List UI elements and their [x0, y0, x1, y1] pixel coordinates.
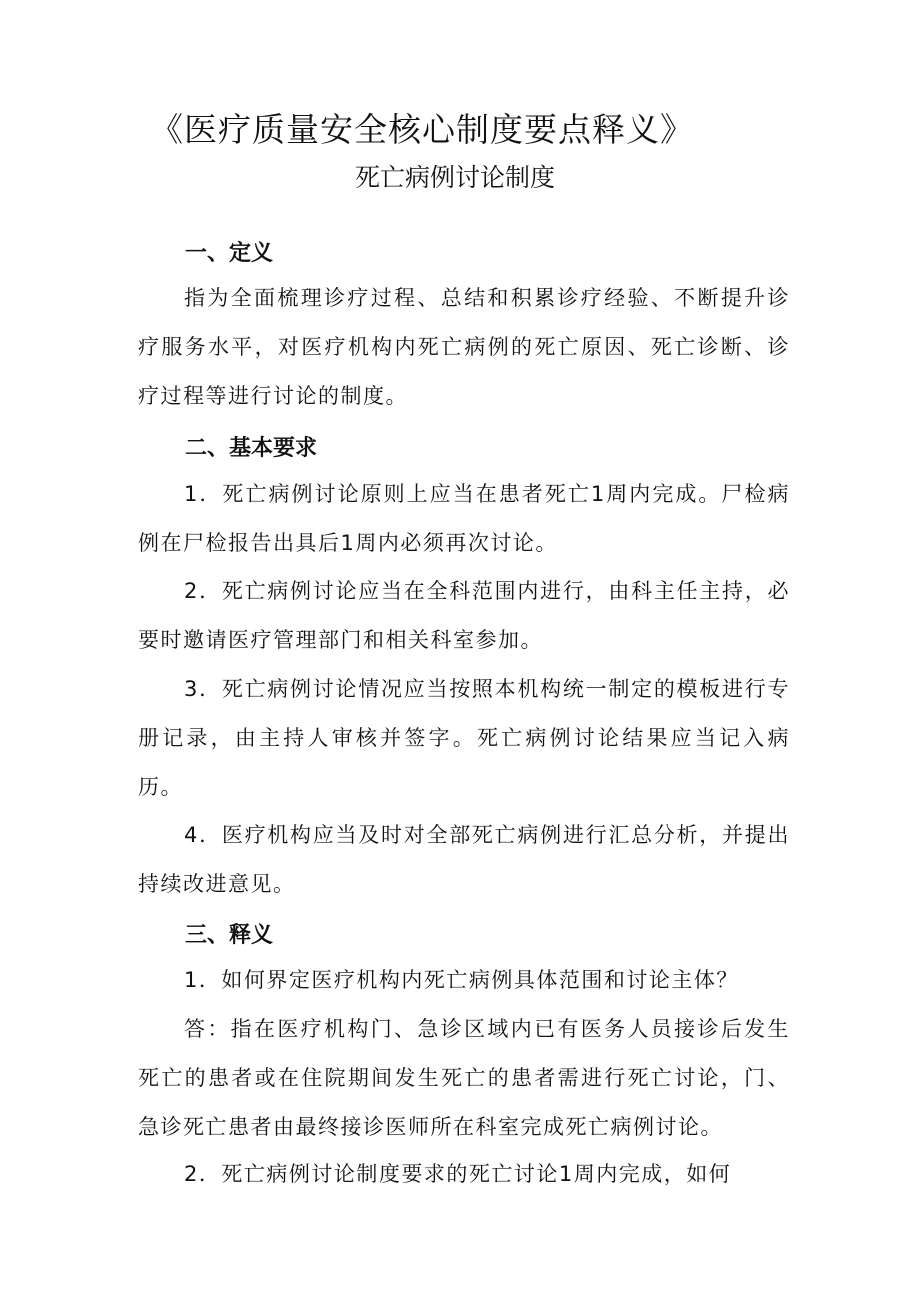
- section-heading-interpretation: 三、释义: [185, 923, 274, 948]
- document-subtitle: 死亡病例讨论制度: [355, 163, 556, 192]
- section-heading-definition: 一、定义: [185, 241, 274, 266]
- paragraph-question-2: 2．死亡病例讨论制度要求的死亡讨论1周内完成，如何: [184, 1162, 732, 1186]
- paragraph-answer-1: 答：指在医疗机构门、急诊区域内已有医务人员接诊后发生死亡的患者或在住院期间发生死亡的患者需进行死亡讨论，门、急诊死亡患者由最终接诊医师所在科室完成死亡病例讨论。: [138, 1017, 790, 1139]
- paragraph-requirement-3: 3．死亡病例讨论情况应当按照本机构统一制定的模板进行专册记录，由主持人审核并签字。死亡病例讨论结果应当记入病历。: [138, 677, 790, 799]
- paragraph-definition: 指为全面梳理诊疗过程、总结和积累诊疗经验、不断提升诊疗服务水平，对医疗机构内死亡病例的死亡原因、死亡诊断、诊疗过程等进行讨论的制度。: [138, 286, 790, 408]
- paragraph-requirement-4: 4．医疗机构应当及时对全部死亡病例进行汇总分析，并提出持续改进意见。: [138, 823, 790, 896]
- paragraph-question-1: 1．如何界定医疗机构内死亡病例具体范围和讨论主体？: [184, 968, 739, 992]
- document-title: 《医疗质量安全核心制度要点释义》: [150, 110, 694, 149]
- paragraph-requirement-2: 2．死亡病例讨论应当在全科范围内进行，由科主任主持，必要时邀请医疗管理部门和相关科室参加。: [138, 579, 790, 652]
- section-heading-basic-requirements: 二、基本要求: [185, 436, 318, 461]
- paragraph-requirement-1: 1．死亡病例讨论原则上应当在患者死亡1周内完成。尸检病例在尸检报告出具后1周内必须再次讨论。: [138, 482, 790, 555]
